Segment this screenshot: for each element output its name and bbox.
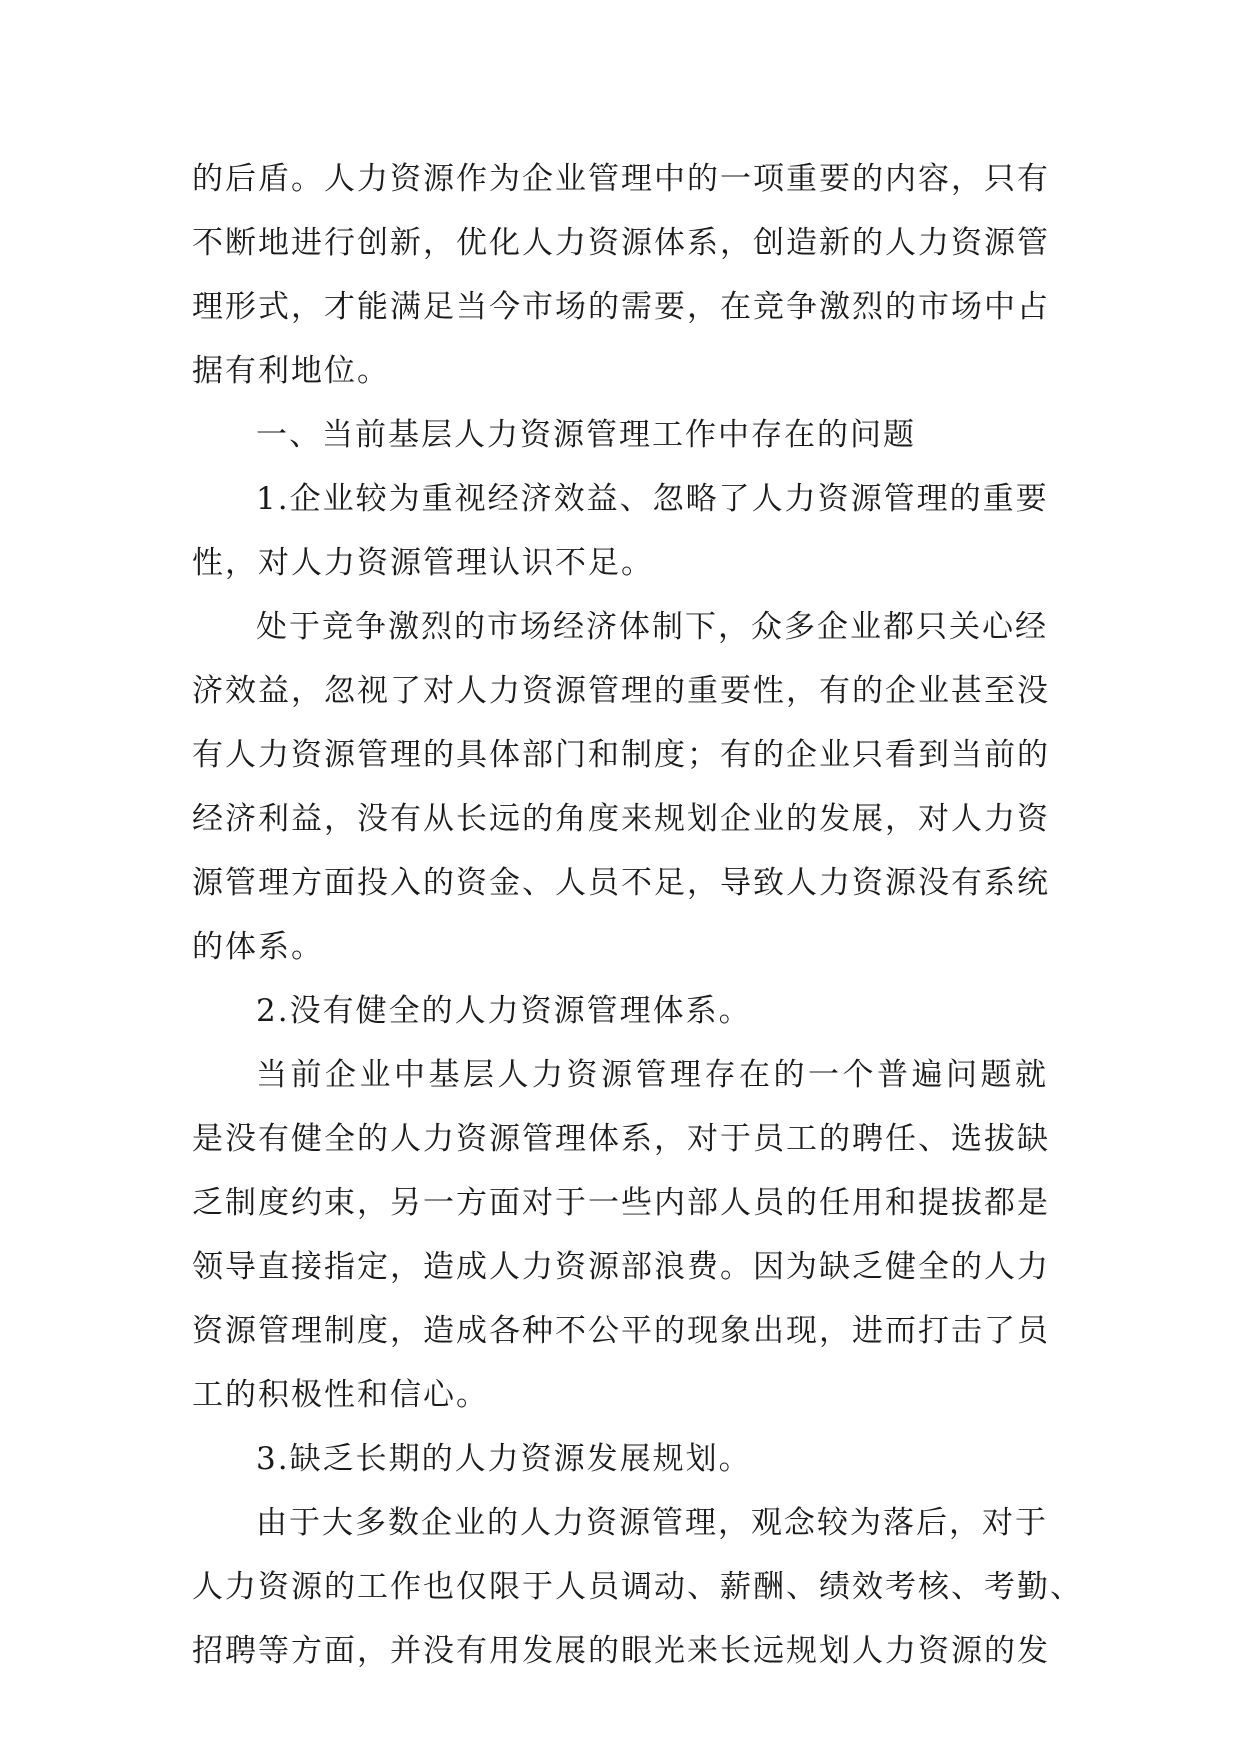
paragraph-line: 资源管理制度，造成各种不公平的现象出现，进而打击了员: [192, 1313, 1050, 1349]
text-line: 据有利地位。: [192, 353, 390, 389]
paragraph-line: 是没有健全的人力资源管理体系，对于员工的聘任、选拔缺: [192, 1121, 1050, 1157]
paragraph-line: 处于竞争激烈的市场经济体制下，众多企业都只关心经: [256, 609, 1048, 645]
paragraph-line: 人力资源的工作也仅限于人员调动、薪酬、绩效考核、考勤、: [192, 1569, 1083, 1605]
paragraph-line: 领导直接指定，造成人力资源部浪费。因为缺乏健全的人力: [192, 1249, 1050, 1285]
paragraph-line: 当前企业中基层人力资源管理存在的一个普遍问题就: [256, 1057, 1048, 1093]
document-body: [192, 160, 1083, 1696]
paragraph-line: 有人力资源管理的具体部门和制度；有的企业只看到当前的: [192, 737, 1050, 773]
subheading-line: 2.没有健全的人力资源管理体系。: [256, 993, 752, 1029]
paragraph-line: 的体系。: [192, 929, 324, 965]
text-line: 理形式，才能满足当今市场的需要，在竞争激烈的市场中占: [192, 289, 1050, 325]
paragraph-line: 济效益，忽视了对人力资源管理的重要性，有的企业甚至没: [192, 673, 1050, 709]
subheading-line: 3.缺乏长期的人力资源发展规划。: [256, 1441, 752, 1477]
subheading-line: 性，对人力资源管理认识不足。: [192, 545, 654, 581]
text-line: 的后盾。人力资源作为企业管理中的一项重要的内容，只有: [192, 161, 1050, 197]
text-line: 不断地进行创新，优化人力资源体系，创造新的人力资源管: [192, 225, 1050, 261]
paragraph-line: 工的积极性和信心。: [192, 1377, 489, 1413]
paragraph-line: 乏制度约束，另一方面对于一些内部人员的任用和提拔都是: [192, 1185, 1050, 1221]
paragraph-line: 源管理方面投入的资金、人员不足，导致人力资源没有系统: [192, 865, 1050, 901]
subheading-line: 1.企业较为重视经济效益、忽略了人力资源管理的重要: [256, 481, 1049, 517]
paragraph-line: 由于大多数企业的人力资源管理，观念较为落后，对于: [256, 1505, 1048, 1541]
paragraph-line: 招聘等方面，并没有用发展的眼光来长远规划人力资源的发: [192, 1633, 1050, 1669]
section-heading: 一、当前基层人力资源管理工作中存在的问题: [256, 417, 916, 453]
paragraph-line: 经济利益，没有从长远的角度来规划企业的发展，对人力资: [192, 801, 1050, 837]
